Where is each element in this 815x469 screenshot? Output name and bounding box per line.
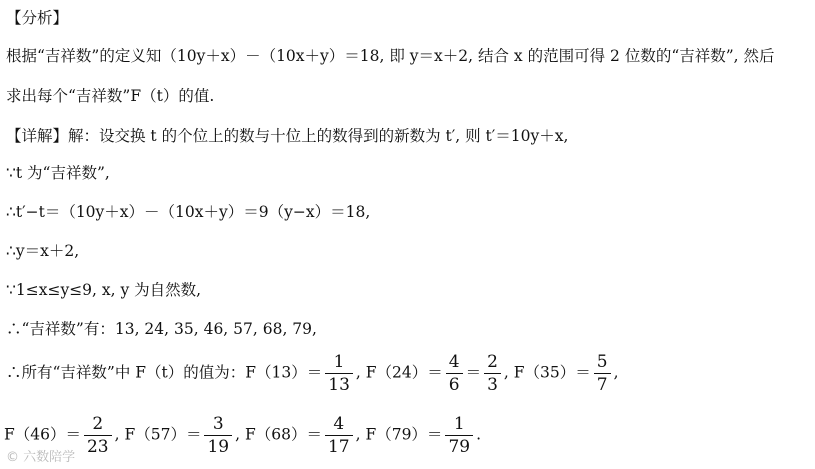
fraction-denominator: 7 xyxy=(596,375,608,395)
result-line-2 xyxy=(4,413,481,458)
result-line-1 xyxy=(6,351,619,396)
f68-label: , F（68）＝ xyxy=(235,425,322,444)
fraction-numerator: 2 xyxy=(484,351,501,374)
fraction-f57 xyxy=(204,413,232,458)
f46-label: F（46）＝ xyxy=(4,425,81,444)
f79-label: , F（79）＝ xyxy=(355,425,443,444)
fraction-f46 xyxy=(84,413,112,458)
equals-sign: ＝ xyxy=(465,363,482,382)
detail-line-2: ∵t 为“吉祥数”, xyxy=(6,164,110,182)
fraction-numerator: 1 xyxy=(445,413,473,436)
fraction-f35 xyxy=(594,351,611,396)
analysis-line-1: 根据“吉祥数”的定义知（10y＋x）－（10x＋y）＝18, 即 y＝x＋2, 结合 x 的范围可得 2 位数的“吉祥数”, 然后 xyxy=(6,47,775,65)
fraction-denominator: 17 xyxy=(327,437,350,457)
fraction-denominator: 3 xyxy=(487,375,498,395)
fraction-numerator: 3 xyxy=(204,413,232,436)
f24-label: , F（24）＝ xyxy=(355,363,443,382)
final-period: . xyxy=(476,425,482,444)
fraction-numerator: 4 xyxy=(325,413,353,436)
f57-label: , F（57）＝ xyxy=(114,425,202,444)
fraction-f68 xyxy=(325,413,353,458)
detail-line-3: ∴t′−t＝（10y＋x）－（10x＋y）＝9（y−x）＝18, xyxy=(6,203,371,221)
analysis-heading: 【分析】 xyxy=(6,9,69,27)
fraction-f24a xyxy=(446,351,463,396)
detail-line-5: ∵1≤x≤y≤9, x, y 为自然数, xyxy=(6,281,202,299)
trailing-comma: , xyxy=(613,363,619,382)
f35-label: , F（35）＝ xyxy=(503,363,591,382)
fraction-f79 xyxy=(445,413,473,458)
fraction-numerator: 2 xyxy=(84,413,112,436)
watermark: © 六数陪学 xyxy=(6,450,76,465)
fraction-numerator: 4 xyxy=(446,351,463,374)
detail-line-1: 【详解】解：设交换 t 的个位上的数与十位上的数得到的新数为 t′, 则 t′＝10y＋x, xyxy=(6,127,569,145)
fraction-numerator: 1 xyxy=(325,351,353,374)
analysis-line-2: 求出每个“吉祥数”F（t）的值. xyxy=(6,87,215,105)
fraction-denominator: 19 xyxy=(207,437,230,457)
detail-line-4: ∴y＝x＋2, xyxy=(6,242,80,260)
fraction-denominator: 23 xyxy=(86,437,109,457)
fraction-denominator: 6 xyxy=(448,375,460,395)
fraction-f13 xyxy=(325,351,353,396)
fraction-f24b xyxy=(484,351,501,396)
fraction-numerator: 5 xyxy=(594,351,611,374)
detail-line-6: ∴“吉祥数”有：13, 24, 35, 46, 57, 68, 79, xyxy=(6,320,317,338)
result-prefix: ∴所有“吉祥数”中 F（t）的值为：F（13）＝ xyxy=(6,363,323,382)
fraction-denominator: 13 xyxy=(328,375,350,395)
fraction-denominator: 79 xyxy=(448,437,471,457)
